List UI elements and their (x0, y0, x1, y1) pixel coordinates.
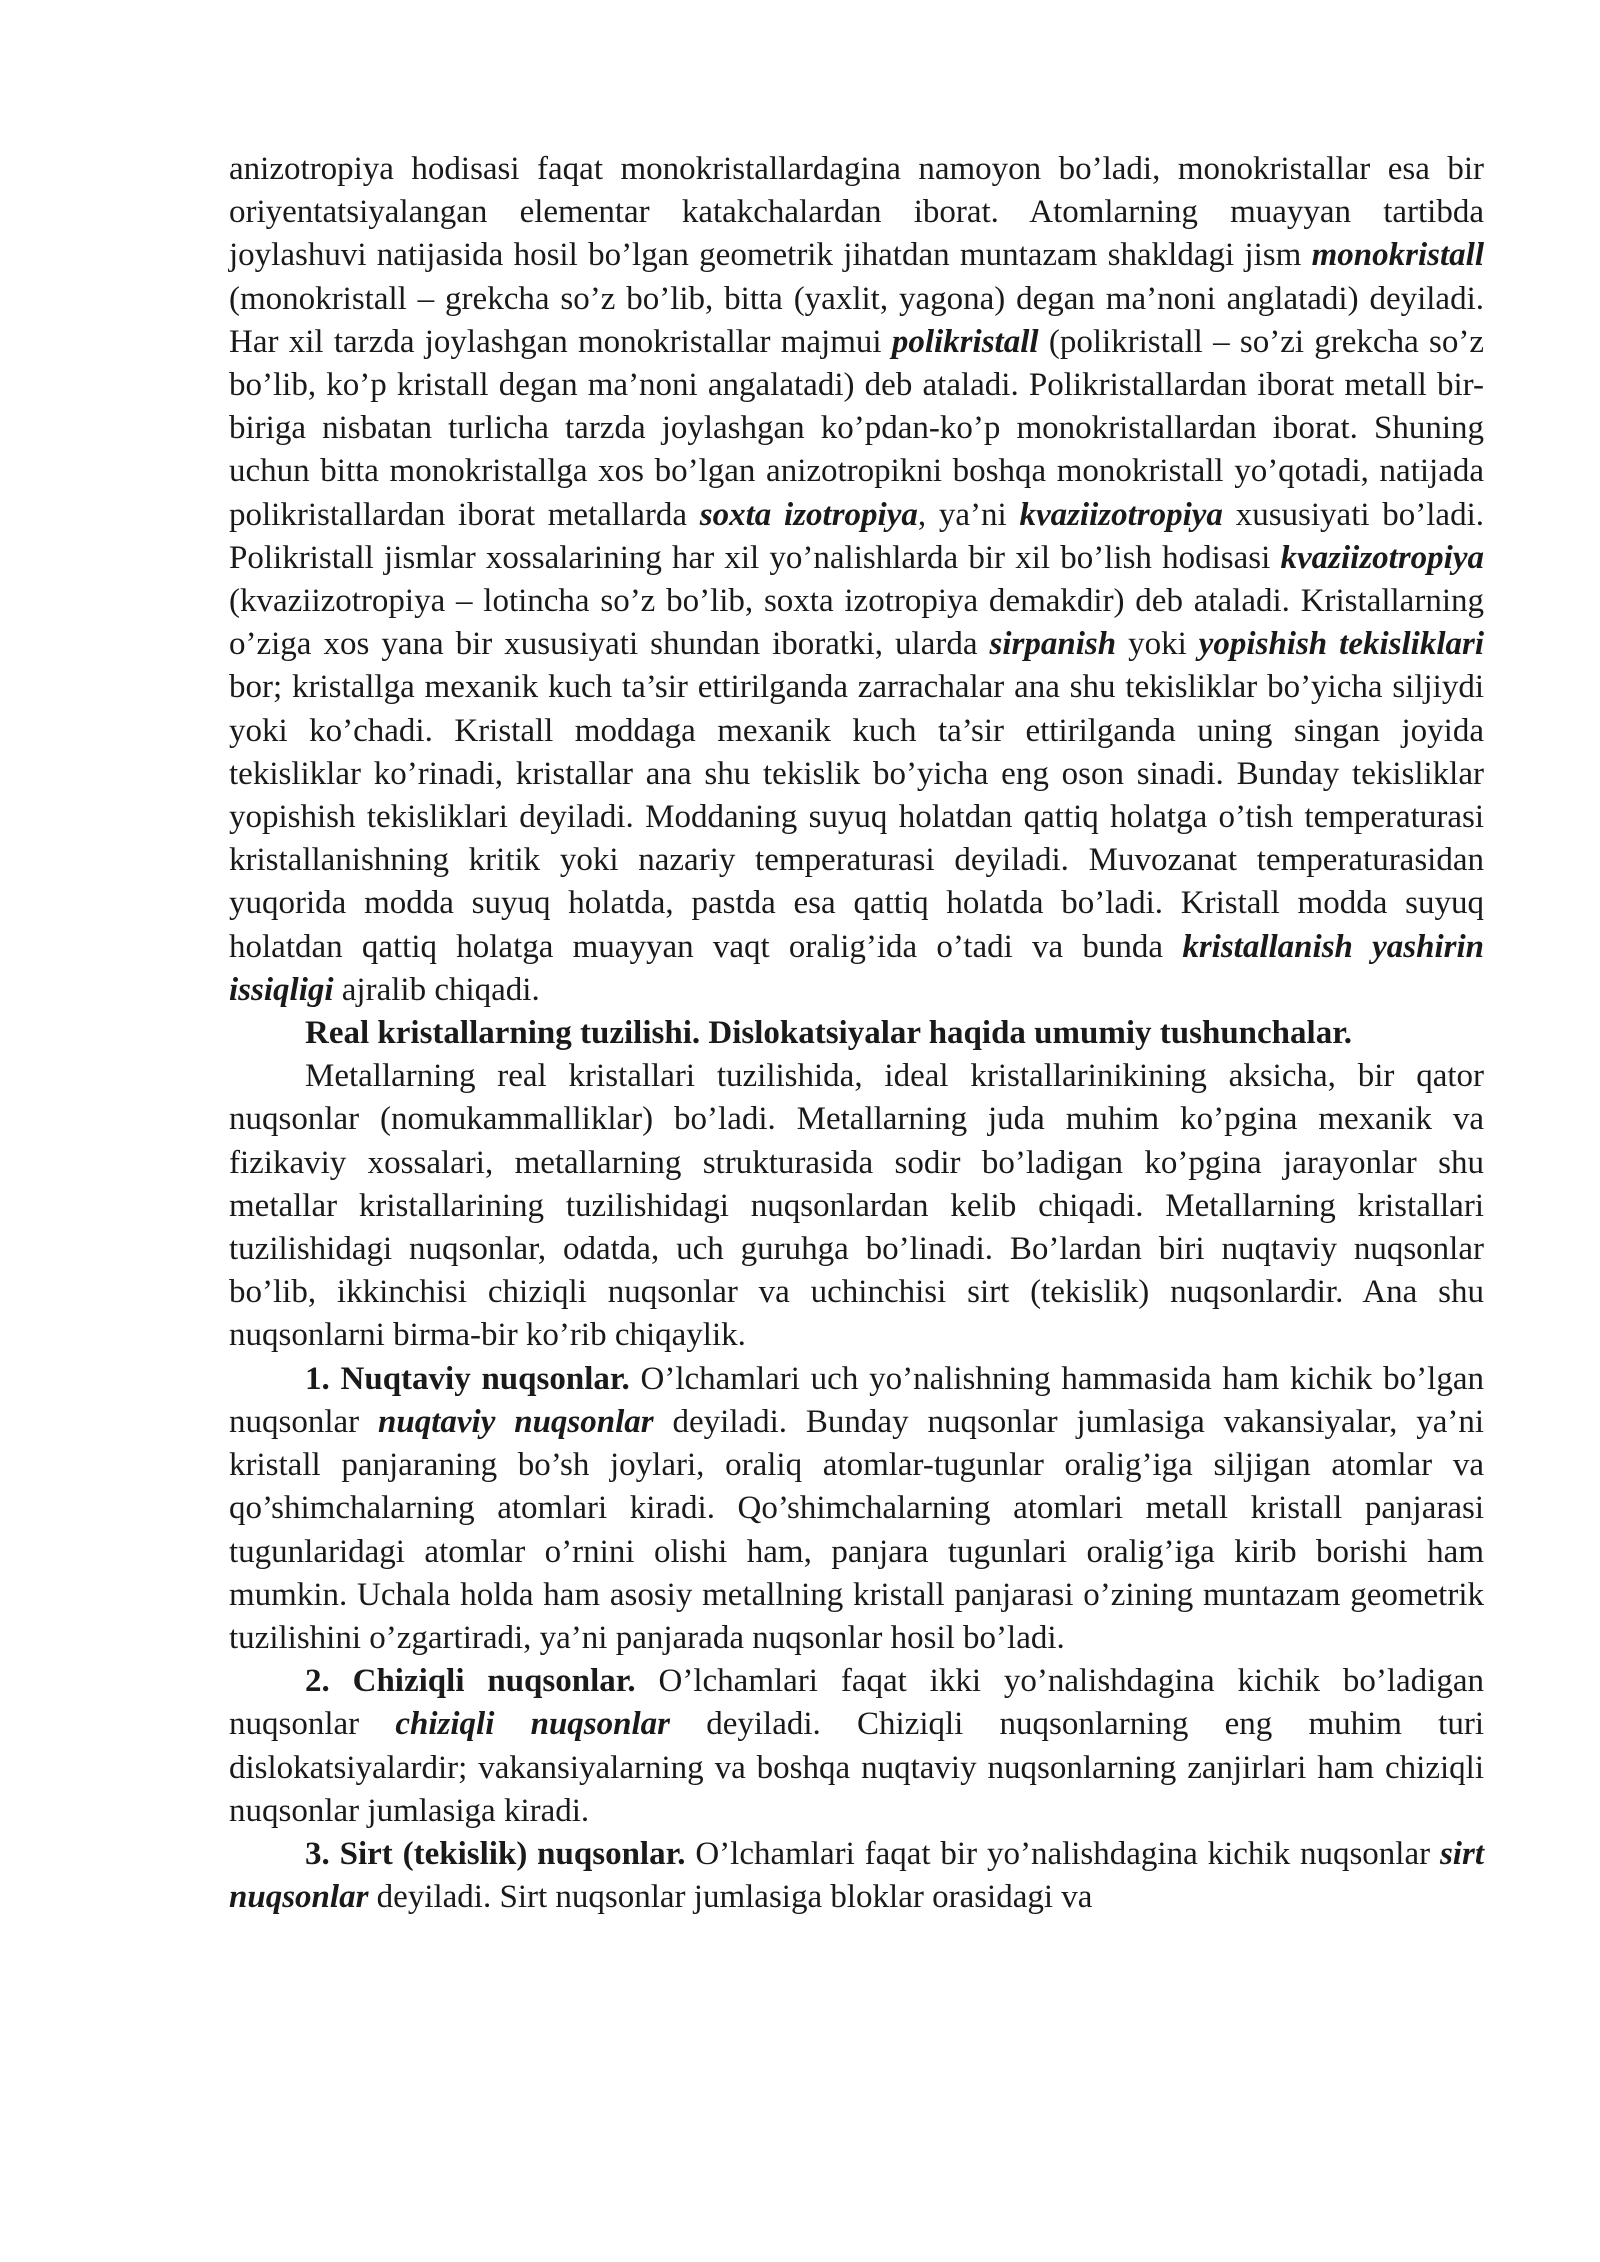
text-run: ajralib chiqadi. (333, 971, 540, 1008)
term-kvaziizotropiya-2: kvaziizotropiya (1280, 539, 1484, 576)
term-polikristall: polikristall (891, 323, 1039, 360)
term-soxta-izotropiya: soxta izotropiya (699, 496, 918, 533)
text-run: O’lchamlari faqat ikki yo’nalishdagina kichik bo’ladigan nuqsonlar (229, 1663, 1484, 1743)
document-page (229, 148, 1484, 1919)
subheading-surface-defects: 3. Sirt (tekislik) nuqsonlar. (305, 1835, 686, 1872)
subheading-line-defects: 2. Chiziqli nuqsonlar. (305, 1663, 636, 1700)
text-run: (polikristall – so’zi grekcha so’z bo’lib, ko’p kristall degan ma’noni angalatadi) deb ataladi. Polikristallardan iborat metall bir-biriga nisbatan turlicha tarzda joylashgan ko’pdan-ko’p monokristallardan iborat. Shuning uchun bitta monokristallga xos bo’lgan anizotropikni boshqa monokristall yo’qotadi, natijada polikristallardan iborat metallarda (229, 323, 1484, 533)
term-sirt-nuqsonlar: sirt nuqsonlar (229, 1835, 1484, 1916)
term-sirpanish: sirpanish (989, 626, 1117, 663)
text-run: (monokristall – grekcha so’z bo’lib, bitta (yaxlit, yagona) degan ma’noni anglatadi) deyiladi. Har xil tarzda joylashgan monokristallar majmui (229, 280, 1484, 360)
term-kvaziizotropiya: kvaziizotropiya (1019, 496, 1223, 533)
term-monokristall: monokristall (1311, 237, 1484, 274)
text-run: deyiladi. Chiziqli nuqsonlarning eng muhim turi dislokatsiyalardir; vakansiyalarning va boshqa nuqtaviy nuqsonlarning zanjirlari ham chiziqli nuqsonlar jumlasiga kiradi. (229, 1706, 1484, 1829)
term-kristallanish-yashirin-issiqligi: kristallanish yashirin issiqligi (229, 928, 1485, 1008)
term-nuqtaviy-nuqsonlar: nuqtaviy nuqsonlar (378, 1403, 654, 1440)
term-chiziqli-nuqsonlar: chiziqli nuqsonlar (395, 1706, 671, 1743)
text-run: yoki (1116, 626, 1199, 663)
paragraph-surface-defects (229, 1833, 1484, 1919)
text-run: deyiladi. Bunday nuqsonlar jumlasiga vakansiyalar, ya’ni kristall panjaraning bo’sh joylari, oraliq atomlar-tugunlar oralig’iga siljigan atomlar va qo’shimchalarning atomlari kiradi. Qo’shimchalarning atomlari metall kristall panjarasi tugunlaridagi atomlar o’rnini olishi ham, panjara tugunlari oralig’iga kirib borishi ham mumkin. Uchala holda ham asosiy metallning kristall panjarasi o’zining muntazam geometrik tuzilishini o’zgartiradi, ya’ni panjarada nuqsonlar hosil bo’ladi. (229, 1403, 1484, 1656)
section-heading: Real kristallarning tuzilishi. Dislokatsiyalar haqida umumiy tushunchalar. (305, 1015, 1353, 1052)
text-run: O’lchamlari faqat bir yo’nalishdagina kichik nuqsonlar (685, 1835, 1440, 1872)
paragraph-line-defects (229, 1660, 1484, 1833)
text-run: (kvaziizotropiya – lotincha so’z bo’lib, soxta izotropiya demakdir) deb ataladi. Kristallarning o’ziga xos yana bir xususiyati shundan iboratki, ularda (229, 583, 1484, 663)
paragraph-point-defects (229, 1358, 1484, 1660)
text-run: O’lchamlari uch yo’nalishning hammasida ham kichik bo’lgan nuqsonlar (229, 1360, 1484, 1440)
text-run: , ya’ni (917, 496, 1020, 533)
paragraph-monocrystals (229, 148, 1484, 1012)
text-run: bor; kristallga mexanik kuch ta’sir ettirilganda zarrachalar ana shu tekisliklar bo’yicha siljiydi yoki ko’chadi. Kristall moddaga mexanik kuch ta’sir ettirilganda uning singan joyida tekisliklar ko’rinadi, kristallar ana shu tekislik bo’yicha eng oson sinadi. Bunday tekisliklar yopishish tekisliklari deyiladi. Moddaning suyuq holatdan qattiq holatga o’tish temperaturasi kristallanishning kritik yoki nazariy temperaturasi deyiladi. Muvozanat temperaturasidan yuqorida modda suyuq holatda, pastda esa qattiq holatda bo’ladi. Kristall modda suyuq holatdan qattiq holatga muayyan vaqt oralig’ida o’tadi va bunda (229, 669, 1484, 965)
term-yopishish-tekisliklari: yopishish tekisliklari (1198, 626, 1485, 663)
subheading-point-defects: 1. Nuqtaviy nuqsonlar. (305, 1360, 630, 1397)
text-run: xususiyati bo’ladi. Polikristall jismlar xossalarining har xil yo’nalishlarda bir xil bo’lish hodisasi (229, 496, 1485, 576)
text-run: deyiladi. Sirt nuqsonlar jumlasiga bloklar orasidagi va (368, 1879, 1093, 1916)
text-run: anizotropiya hodisasi faqat monokristallardagina namoyon bo’ladi, monokristallar esa bir oriyentatsiyalangan elementar katakchalardan iborat. Atomlarning muayyan tartibda joylashuvi natijasida hosil bo’lgan geometrik jihatdan muntazam shakldagi jism (229, 151, 1484, 274)
paragraph-real-crystals: Metallarning real kristallari tuzilishida, ideal kristallarinikining aksicha, bir qator nuqsonlar (nomukammalliklar) bo’ladi. Metallarning juda muhim ko’pgina mexanik va fizikaviy xossalari, metallarning strukturasida sodir bo’ladigan ko’pgina jarayonlar shu metallar kristallarining tuzilishidagi nuqsonlardan kelib chiqadi. Metallarning kristallari tuzilishidagi nuqsonlar, odatda, uch guruhga bo’linadi. Bo’lardan biri nuqtaviy nuqsonlar bo’lib, ikkinchisi chiziqli nuqsonlar va uchinchisi sirt (tekislik) nuqsonlardir. Ana shu nuqsonlarni birma-bir ko’rib chiqaylik. (229, 1058, 1484, 1354)
